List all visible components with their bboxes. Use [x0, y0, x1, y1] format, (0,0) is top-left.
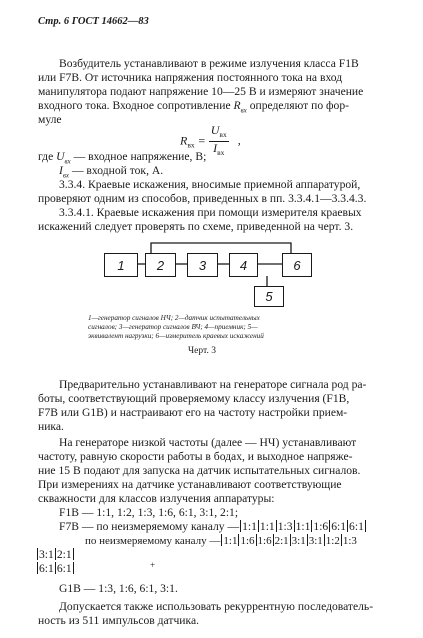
class-f7b-cont-1: 3:1 2:1 — [39, 548, 72, 561]
margin-mark: + — [150, 560, 156, 570]
intro-line-2: или F7B. От источника напряжения постоянного тока на вход — [38, 71, 343, 84]
intro-line-1: Возбудитель устанавливают в режиме излучения класса F1B — [59, 57, 359, 70]
caption-line-1: 1—генератор сигналов НЧ; 2—датчик испытательных — [88, 314, 260, 322]
para1-line-2: боты, соответствующий проверяемому классу излучения (F1B, — [38, 392, 350, 405]
class-g1b: G1B — 1:3, 1:6, 6:1, 3:1. — [59, 582, 178, 595]
caption-line-2: сигналов; 3—генератор сигналов ВЧ; 4—приемник; 5— — [88, 323, 258, 331]
para1-line-3: F7B или G1B) и настраивают его на частоту настройки прием- — [38, 406, 348, 419]
class-f1b: F1B — 1:1, 1:2, 1:3, 1:6, 6:1, 3:1, 2:1; — [59, 506, 239, 519]
where-line-1: где $U_{вх}$ — входное напряжение, В; — [38, 150, 207, 166]
para3-line-1: Допускается также использовать рекуррентную последователь- — [59, 600, 374, 613]
caption-line-3: эквивалент нагрузки; 6—измеритель краевых искажений — [88, 332, 264, 340]
para2-line-4: При измерениях на датчике устанавливают соответствующие — [38, 478, 342, 491]
block-6-distortion-meter: 6 — [282, 253, 312, 277]
section-line-3: 3.3.4.1. Краевые искажения при помощи измерителя краевых — [59, 206, 362, 219]
section-line-2: проверяют одним из способов, приведенных в пп. 3.3.4.1—3.3.4.3. — [38, 192, 367, 205]
section-line-1: 3.3.4. Краевые искажения, вносимые приемной аппаратурой, — [59, 178, 361, 191]
formula-fraction: $\frac{U_{вх}}{I_{вх}}$ — [210, 123, 227, 157]
para2-line-2: частоту, равную скорости работы в бодах, и выходное напряже- — [38, 450, 353, 463]
class-f7b-cont-2: 6:1 6:1 — [39, 562, 72, 575]
intro-line-3: манипулятора подают напряжение 10—25 В и измеряют значение — [38, 85, 364, 98]
block-5-load-equivalent: 5 — [254, 286, 284, 307]
formula: $R_{вх}$ = $\frac{U_{вх}}{I_{вх}}$ , — [180, 123, 241, 157]
section-line-4: искажений следует проверять по схеме, приведенной на черт. 3. — [38, 220, 354, 233]
intro-line-5: муле — [38, 113, 62, 126]
para2-line-5: скважности для классов излучения аппаратуры: — [38, 492, 275, 505]
para1-line-4: ника. — [38, 420, 64, 433]
block-1-lf-generator: 1 — [104, 253, 138, 277]
para1-line-1: Предварительно устанавливают на генераторе сигнала род ра- — [59, 378, 367, 391]
figure-label: Черт. 3 — [188, 346, 216, 356]
para2-line-1: На генераторе низкой частоты (далее — НЧ) устанавливают — [59, 436, 357, 449]
class-f7b-line-1: F7B — по неизмеряемому каналу — 1:1 1:1 1:3 1:1 1:6 6:1 6:1 — [59, 520, 364, 533]
para2-line-3: ние 15 В подают для запуска на датчик испытательных сигналов. — [38, 464, 361, 477]
class-f7b-line-2: по неизмеряемому каналу — 1:1 1:6 1:6 2:1 3:1 3:1 1:2 1:3 — [85, 535, 357, 547]
where-line-2: $I_{вх}$ — входной ток, А. — [59, 164, 164, 180]
intro-line-4: входного тока. Входное сопротивление $R_{вх}$ определяют по фор- — [38, 99, 349, 115]
block-2-test-signal-sensor: 2 — [145, 253, 176, 277]
para3-line-2: ность из 511 импульсов датчика. — [38, 614, 199, 627]
block-3-hf-generator: 3 — [187, 253, 218, 277]
page-header: Стр. 6 ГОСТ 14662—83 — [38, 16, 149, 27]
block-4-receiver: 4 — [229, 253, 258, 277]
